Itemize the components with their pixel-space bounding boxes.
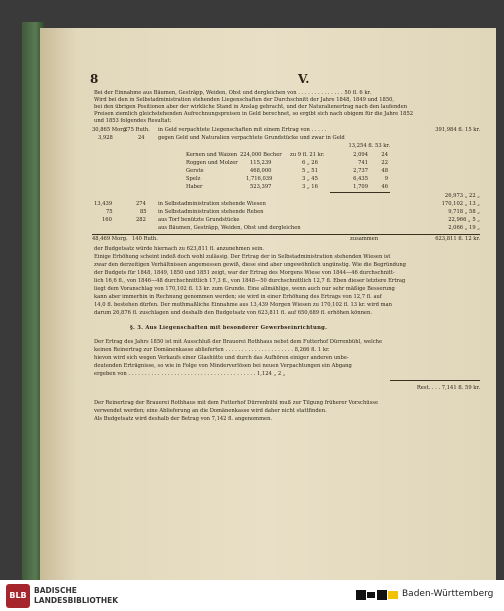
ledger-qty: 3,928 bbox=[98, 135, 113, 141]
body-line: liegt dem Voranschlag von 170,102 fl. 13 kr. zum Grunde. Eine allmählige, wenn auch nur sehr mäßige Besserung bbox=[94, 286, 395, 292]
ledger-amount: 22,966 „ 5 „ bbox=[448, 217, 480, 223]
ledger-rut: 275 Ruth. bbox=[124, 127, 150, 133]
body-line: 14,0 fl. bestehen dürfen. Der muthmaßliche Einnahme aus 13,439 Morgen Wiesen zu 170,102 fl. 13 kr. wird man bbox=[94, 302, 392, 308]
institution-line2: LANDESBIBLIOTHEK bbox=[34, 596, 119, 605]
body-line: darum 26,876 fl. zuschlagen und deshalb den Budgetsatz von 623,811 fl. auf 650,689 fl. erhöhen können. bbox=[94, 310, 372, 316]
chapter-heading: V. bbox=[298, 72, 310, 86]
rest-amount: Rest. . . . 7,141 fl. 59 kr. bbox=[416, 385, 480, 391]
ledger-text: in Geld verpachtete Liegenschaften mit einem Ertrag von . . . . . bbox=[158, 127, 327, 133]
total-label: zusammen bbox=[350, 236, 379, 242]
grain-kr: 24 bbox=[381, 152, 388, 158]
total-rut: 140 Ruth. bbox=[132, 236, 158, 242]
sum-rule bbox=[330, 192, 390, 193]
ledger-text: in Selbstadministration stehende Wiesen bbox=[158, 201, 266, 207]
body-line: kann aber immerhin in Rechnung genommen werden; sie wird in einer Erhöhung des Ertrags von 12,7 fl. auf bbox=[94, 294, 382, 300]
grain-total: 2,737 bbox=[353, 168, 368, 174]
body-line: der Budgetsatz würde hiernach zu 623,811 fl. anzunehmen sein. bbox=[94, 246, 265, 252]
ledger-rut: 85 bbox=[140, 209, 147, 215]
partner-name: Baden-Württemberg bbox=[402, 589, 494, 599]
grain-price: 5 „ 51 bbox=[302, 168, 318, 174]
grain-name: Spelz bbox=[186, 176, 201, 182]
intro-line: Wird bei den in Selbstadministration stehenden Liegenschaften der Durchschnitt der Jahre 1848, 1849 und 1850, bbox=[94, 97, 395, 103]
grain-name: Gerste bbox=[186, 168, 204, 174]
section-line: ergeben von . . . . . . . . . . . . . . . . . . . . . . . . . . . . . . . . . . . . . . . 1,124 „ 2 „ bbox=[94, 371, 286, 377]
grain-sum: 26,973 „ 22 „ bbox=[444, 193, 480, 199]
body-line: lich 16,6 fl., von 1846—48 durchschnittlich 17,3 fl., von 1848—50 durchschnittlich 12,7 fl. Eben dieser letztere Ertrag bbox=[94, 278, 406, 284]
blb-logo: BLB bbox=[6, 584, 30, 608]
body-line: Einige Erhöhung scheint indeß doch wohl zulässig. Der Ertrag der in Selbstadministration stehenden Wiesen ist bbox=[94, 254, 391, 260]
ledger-text: in Selbstadministration stehende Reben bbox=[158, 209, 264, 215]
ledger-amount: 9,718 „ 58 „ bbox=[448, 209, 480, 215]
grain-mass: 224,000 Becher bbox=[240, 152, 282, 158]
section-title: §. 3. Aus Liegenschaften mit besonderer Gewerbseinrichtung. bbox=[130, 325, 328, 331]
page-number: 8 bbox=[90, 72, 99, 86]
ledger-qty: 30,865 Morg. bbox=[92, 127, 128, 133]
grain-name: Haber bbox=[186, 184, 203, 190]
grain-mass: 1,716,039 bbox=[246, 176, 273, 182]
ledger-amount: 391,984 fl. 15 kr. bbox=[435, 127, 480, 133]
ledger-text: aus Torf benützte Grundstücke bbox=[158, 217, 240, 223]
section-line: keinen Reinertrag zur Domänenkasse ablieferten . . . . . . . . . . . . . . . . . . . . . 8,266 fl. 1 kr. bbox=[94, 347, 330, 353]
grain-name: Kernen und Waizen bbox=[186, 152, 238, 158]
intro-line: bei den übrigen Positionen aber der wirkliche Stand in Anslag gebracht, und der Naturalienertrag nach den laufenden bbox=[94, 104, 408, 110]
ledger-qty: 160 bbox=[102, 217, 112, 223]
ledger-qty: 13,439 bbox=[94, 201, 113, 207]
section-line: hievon wird sich wegen Verkaufs einer Glashütte und durch das Aufhören einiger anderen unbe- bbox=[94, 355, 349, 361]
grain-name: Roggen und Molzer bbox=[186, 160, 238, 166]
grain-kr: 48 bbox=[381, 168, 388, 174]
grain-price: 3 „ 45 bbox=[302, 176, 318, 182]
grain-price: 6 „ 26 bbox=[302, 160, 318, 166]
closing-line: Als Budgetsatz wird deshalb der Betrag von 7,142 fl. angenommen. bbox=[94, 416, 273, 422]
grain-kr: 22 bbox=[381, 160, 388, 166]
total-rule bbox=[92, 234, 480, 235]
grain-total: 1,709 bbox=[353, 184, 368, 190]
ledger-amount: 13,254 fl. 53 kr. bbox=[348, 143, 390, 149]
ledger-rut: 274 bbox=[136, 201, 146, 207]
baden-wuerttemberg-logo-icon bbox=[356, 588, 398, 602]
grain-kr: 9 bbox=[384, 176, 388, 182]
grain-mass: 468,000 bbox=[250, 168, 272, 174]
section-line: deutenden Erträgnisse, so wie in Folge von Minderverlösen bei neuen Verpachtungen ein Abgang bbox=[94, 363, 352, 369]
institution-line1: BADISCHE bbox=[34, 586, 77, 595]
ledger-rut: 282 bbox=[136, 217, 146, 223]
document-page bbox=[40, 28, 496, 580]
grain-mass: 115,239 bbox=[250, 160, 272, 166]
closing-line: Der Reinertrag der Brauerei Rothhaus mit dem Futterhof Dürrenbühl muß zur Tilgung früherer Vorschüsse bbox=[94, 400, 379, 406]
ledger-qty: 75 bbox=[106, 209, 113, 215]
intro-line: Bei der Einnahme aus Bäumen, Gesträpp, Weiden, Obst und dergleichen von . . . . . . . . . . . . . . 50 fl. 6 kr. bbox=[94, 90, 372, 96]
grain-price: zu 9 fl. 21 kr. bbox=[290, 152, 325, 158]
total-qty: 48,469 Morg. bbox=[92, 236, 128, 242]
intro-line: und 1853 folgendes Resultat: bbox=[94, 118, 172, 124]
ledger-rut: 24 bbox=[138, 135, 145, 141]
grain-price: 3 „ 16 bbox=[302, 184, 318, 190]
grain-total: 6,435 bbox=[353, 176, 368, 182]
closing-line: verwendet werden; eine Ablieferung an die Domänenkasse wird daher nicht stattfinden. bbox=[94, 408, 327, 414]
ledger-amount: 2,066 „ 19 „ bbox=[448, 225, 480, 231]
grain-mass: 523,397 bbox=[250, 184, 272, 190]
grain-total: 2,094 bbox=[353, 152, 368, 158]
ledger-text: gegen Geld und Naturalien verpachtete Grundstücke und zwar in Geld bbox=[158, 135, 345, 141]
body-line: der Budgets für 1848, 1849, 1850 und 1851 zeigt, war der Ertrag des Morgens Wiese von 1844—46 durchschnitt- bbox=[94, 270, 395, 276]
grain-total: 741 bbox=[358, 160, 368, 166]
body-line: zwar den derzeitigen Verhältnissen angemessen gewiß, diese sind aber ungewöhnlich ungünstig. Wie die Begründung bbox=[94, 262, 406, 268]
ledger-amount: 170,102 „ 13 „ bbox=[441, 201, 480, 207]
ledger-text: aus Bäumen, Gesträpp, Weiden, Obst und dergleichen bbox=[158, 225, 301, 231]
sum-rule bbox=[390, 380, 480, 381]
library-footer bbox=[0, 580, 504, 611]
total-amount: 623,811 fl. 12 kr. bbox=[435, 236, 480, 242]
section-line: Der Ertrag des Jahrs 1850 ist mit Ausschluß der Brauerei Rothhaus nebst dem Futterhof Dürrenbühl, welche bbox=[94, 339, 383, 345]
grain-kr: 46 bbox=[381, 184, 388, 190]
intro-line: Preisen ziemlich gleichstehenden Aufrechnungspreisen in Geld berechnet, so ergibt sich nach obigem für die Jahre 1852 bbox=[94, 111, 414, 117]
